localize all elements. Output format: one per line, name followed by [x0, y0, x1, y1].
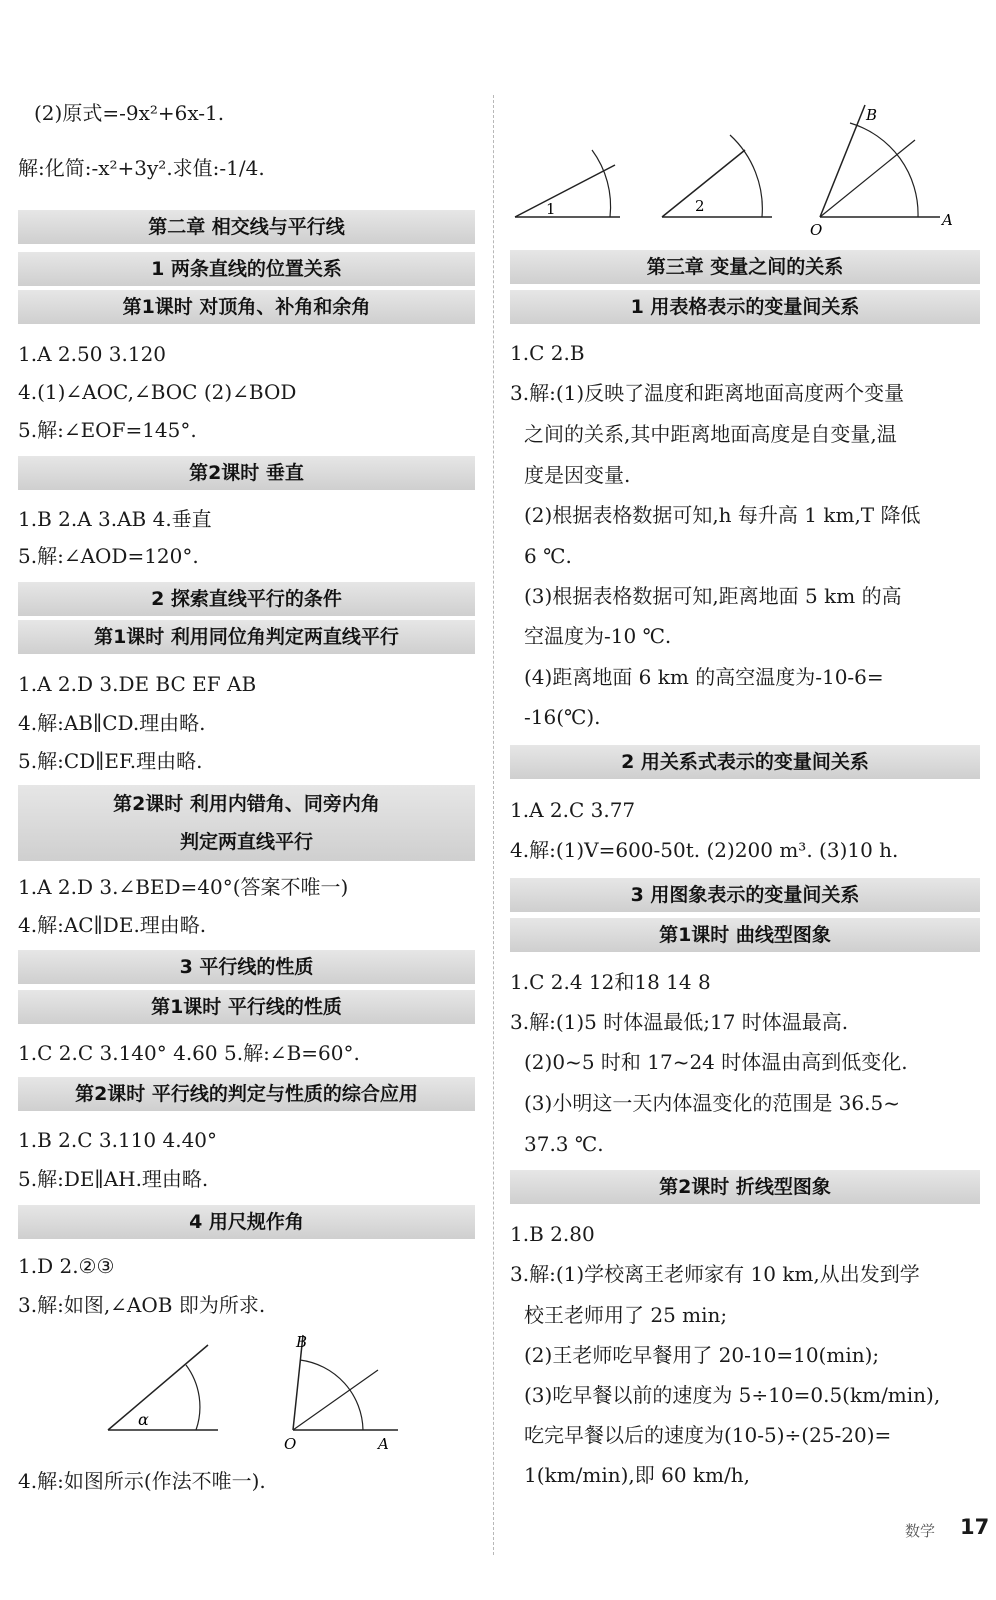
answer-line: 1.B 2.80 — [510, 1222, 595, 1246]
answer-line: 1.B 2.A 3.AB 4.垂直 — [18, 507, 212, 531]
figure-line — [820, 140, 915, 217]
page-number: 17 — [960, 1515, 990, 1539]
lesson-title: 第2课时 平行线的判定与性质的综合应用 — [18, 1077, 475, 1111]
section-title: 3 平行线的性质 — [18, 950, 475, 984]
point-o-label: O — [810, 221, 823, 239]
section-title: 1 两条直线的位置关系 — [18, 252, 475, 286]
section-title: 4 用尺规作角 — [18, 1205, 475, 1239]
answer-line: 4.(1)∠AOC,∠BOC (2)∠BOD — [18, 380, 297, 404]
figure-arc — [730, 135, 762, 217]
section-title: 3 用图象表示的变量间关系 — [510, 878, 980, 912]
answer-line: 吃完早餐以后的速度为(10-5)÷(25-20)= — [524, 1423, 892, 1447]
answer-line: (2)0~5 时和 17~24 时体温由高到低变化. — [524, 1050, 908, 1074]
alpha-label: α — [138, 1410, 149, 1429]
lesson-title: 第1课时 利用同位角判定两直线平行 — [18, 620, 475, 654]
point-b-label: B — [866, 106, 878, 124]
answer-line: 3.解:(1)反映了温度和距离地面高度两个变量 — [510, 381, 905, 405]
answer-line: 5.解:CD∥EF.理由略. — [18, 749, 203, 773]
answer-line: 4.解:如图所示(作法不唯一). — [18, 1469, 266, 1493]
answer-line: 1.A 2.50 3.120 — [18, 342, 167, 366]
answer-line: (3)吃早餐以前的速度为 5÷10=0.5(km/min), — [524, 1383, 941, 1407]
lesson-title: 第2课时 折线型图象 — [510, 1170, 980, 1204]
lesson-title: 第1课时 平行线的性质 — [18, 990, 475, 1024]
answer-line: 1.A 2.D 3.DE BC EF AB — [18, 672, 257, 696]
chapter-title: 第二章 相交线与平行线 — [18, 210, 475, 244]
angle-figures — [510, 95, 980, 245]
point-a-label: A — [942, 211, 953, 229]
answer-line: 1.C 2.4 12和18 14 8 — [510, 970, 711, 994]
lesson-title: 第1课时 对顶角、补角和余角 — [18, 290, 475, 324]
lesson-title: 第1课时 曲线型图象 — [510, 918, 980, 952]
answer-line: 空温度为-10 ℃. — [524, 624, 672, 648]
answer-line: 1.A 2.C 3.77 — [510, 798, 636, 822]
answer-line: 之间的关系,其中距离地面高度是自变量,温 — [524, 422, 897, 446]
angle-construction-figure — [78, 1325, 458, 1455]
column-divider — [493, 95, 494, 1555]
answer-line: 1(km/min),即 60 km/h, — [524, 1463, 750, 1487]
lesson-title — [18, 785, 475, 861]
answer-line: 度是因变量. — [524, 463, 631, 487]
section-title: 2 用关系式表示的变量间关系 — [510, 745, 980, 779]
chapter-title: 第三章 变量之间的关系 — [510, 250, 980, 284]
answer-line: (2)原式=-9x²+6x-1. — [34, 101, 225, 125]
figure-arc — [592, 150, 611, 217]
figure-arc — [186, 1365, 200, 1430]
answer-line: 校王老师用了 25 min; — [524, 1303, 728, 1327]
answer-line: 5.解:∠EOF=145°. — [18, 418, 197, 442]
answer-line: (4)距离地面 6 km 的高空温度为-10-6= — [524, 665, 884, 689]
answer-line: (2)根据表格数据可知,h 每升高 1 km,T 降低 — [524, 503, 921, 527]
figure-arc — [300, 1360, 363, 1430]
answer-line: 1.C 2.B — [510, 341, 585, 365]
answer-line: (2)王老师吃早餐用了 20-10=10(min); — [524, 1343, 880, 1367]
answer-line: 5.解:DE∥AH.理由略. — [18, 1167, 209, 1191]
answer-line: 4.解:AB∥CD.理由略. — [18, 711, 206, 735]
lesson-title-line: 判定两直线平行 — [179, 831, 313, 853]
answer-line: 3.解:(1)学校离王老师家有 10 km,从出发到学 — [510, 1262, 920, 1286]
angle-2-label: 2 — [695, 197, 705, 215]
answer-line: 1.C 2.C 3.140° 4.60 5.解:∠B=60°. — [18, 1041, 360, 1065]
answer-line: 3.解:(1)5 时体温最低;17 时体温最高. — [510, 1010, 849, 1034]
angle-1-label: 1 — [546, 200, 556, 218]
answer-line: 1.A 2.D 3.∠BED=40°(答案不唯一) — [18, 875, 349, 899]
answer-line: 4.解:(1)V=600-50t. (2)200 m³. (3)10 h. — [510, 838, 899, 862]
answer-line: -16(℃). — [524, 705, 601, 729]
answer-line: (3)小明这一天内体温变化的范围是 36.5~ — [524, 1091, 900, 1115]
answer-line: 1.B 2.C 3.110 4.40° — [18, 1128, 218, 1152]
answer-line: 37.3 ℃. — [524, 1132, 604, 1156]
answer-line: 5.解:∠AOD=120°. — [18, 544, 199, 568]
figure-line — [108, 1345, 208, 1430]
section-title: 2 探索直线平行的条件 — [18, 582, 475, 616]
point-a-label: A — [378, 1435, 389, 1453]
point-o-label: O — [284, 1435, 297, 1453]
answer-line: (3)根据表格数据可知,距离地面 5 km 的高 — [524, 584, 902, 608]
answer-line: 3.解:如图,∠AOB 即为所求. — [18, 1293, 266, 1317]
figure-line — [820, 105, 865, 217]
figure-line — [293, 1370, 378, 1430]
figure-line — [515, 165, 615, 217]
answer-line: 6 ℃. — [524, 544, 572, 568]
section-title: 1 用表格表示的变量间关系 — [510, 290, 980, 324]
figure-arc — [850, 123, 918, 217]
lesson-title: 第2课时 垂直 — [18, 456, 475, 490]
page-subject-label: 数学 — [905, 1522, 936, 1540]
lesson-title-line: 第2课时 利用内错角、同旁内角 — [113, 793, 380, 815]
answer-line: 4.解:AC∥DE.理由略. — [18, 913, 207, 937]
answer-line: 1.D 2.②③ — [18, 1254, 115, 1278]
answer-line: 解:化简:-x²+3y².求值:-1/4. — [18, 156, 265, 180]
point-b-label: B — [296, 1333, 308, 1351]
